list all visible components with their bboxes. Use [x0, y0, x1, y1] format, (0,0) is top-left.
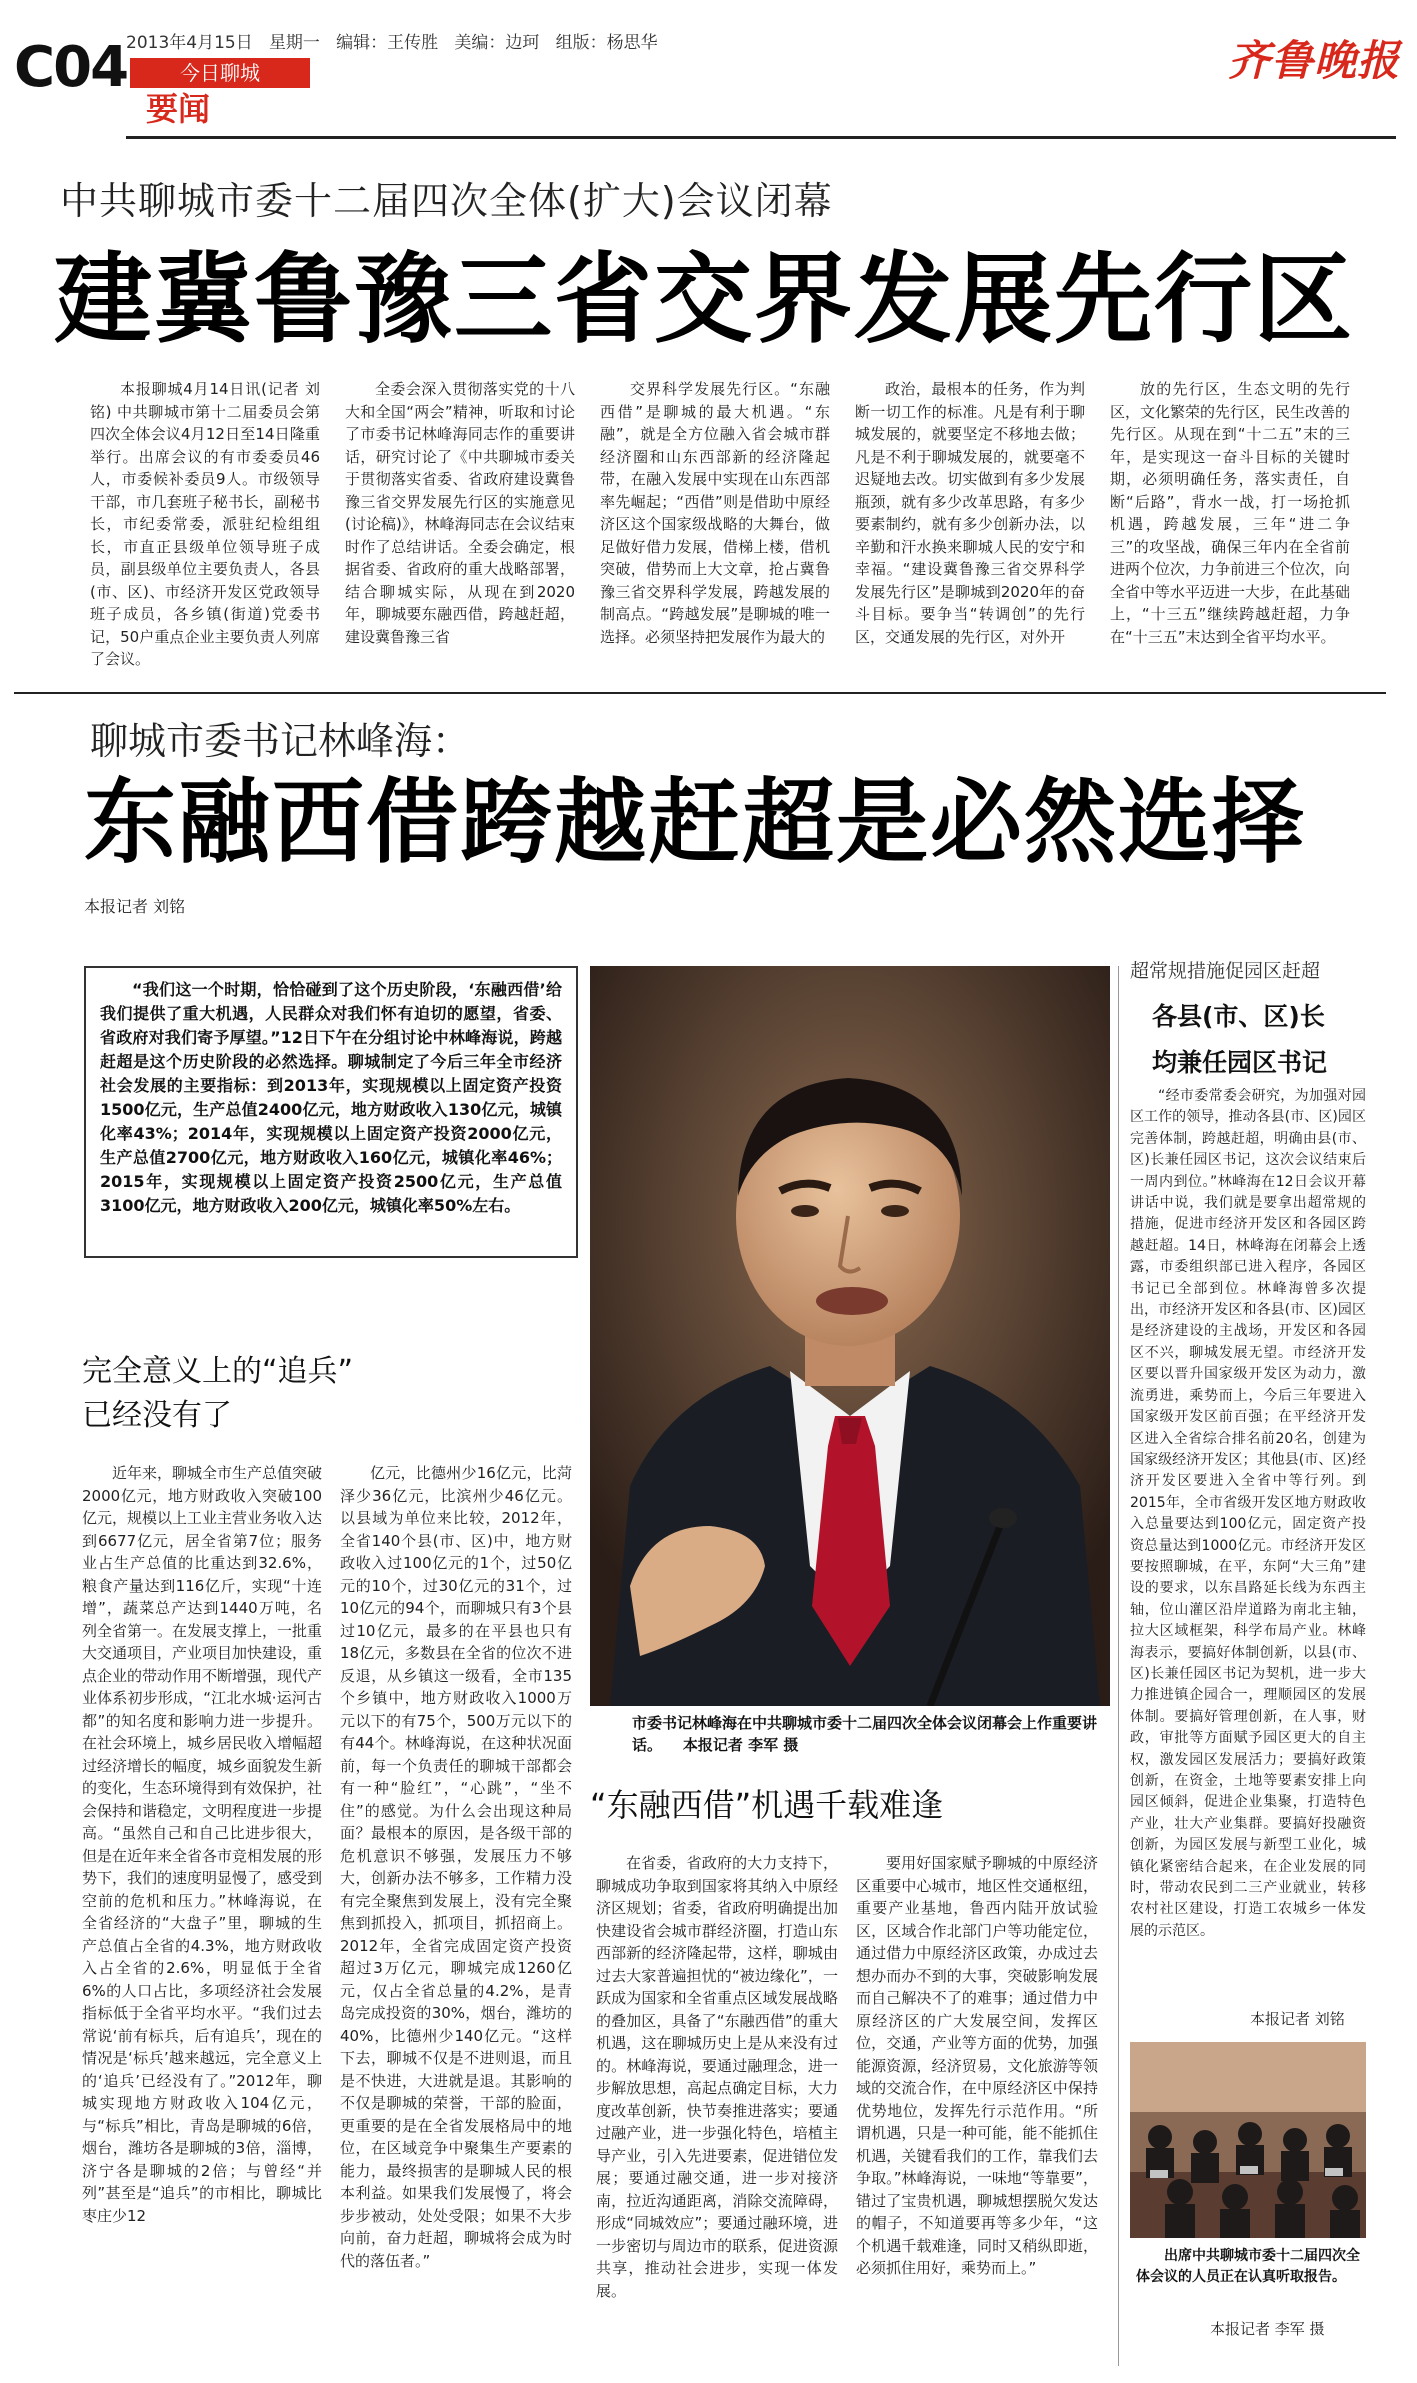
- sidebar-title-line1: 各县(市、区)长: [1152, 1002, 1325, 1031]
- designer: 美编：边珂: [454, 33, 540, 53]
- story2-paragraph: 在省委，省政府的大力支持下，聊城成功争取到国家将其纳入中原经济区规划；省委，省政府明确提出加快建设省会城市群经济圈，打造山东西部新的经济隆起带，这样，聊城由过去大家普遍担忧的“被边缘化”，一跃成为国家和全省重点区域发展战略的叠加区，具备了“东融西借”的重大机遇，这在聊城历史上是从来没有过的。林峰海说，要通过融理念，进一步解放思想，高起点确定目标，大力度改革创新，快节奏推进落实；要通过融产业，进一步强化特色，培植主导产业，引入先进要素，促进错位发展；要通过融交通，进一步对接济南，拉近沟通距离，消除交流障碍，形成“同城效应”；要通过融环境，进一步密切与周边市的联系，促进资源共享，推动社会进步，实现一体发展。: [596, 1854, 838, 2300]
- sidebar-title: [1152, 994, 1327, 1086]
- meeting-photo-illustration: [1130, 2042, 1366, 2238]
- masthead-rule: [126, 136, 1396, 139]
- header-meta: [126, 28, 658, 53]
- story2-column-3: [596, 1852, 838, 2372]
- date-line: 2013年4月15日: [126, 33, 253, 53]
- sidebar-body: [1130, 1086, 1366, 2000]
- photo-credit: 本报记者 李军 摄: [682, 1736, 799, 1754]
- section-name: 要闻: [146, 90, 211, 128]
- subhead-chasers-line1: 完全意义上的“追兵”: [82, 1354, 354, 1389]
- story2-column-1: [82, 1462, 322, 2372]
- meeting-photo-caption: [1136, 2246, 1364, 2288]
- weekday: 星期一: [268, 33, 320, 53]
- newspaper-logo: 齐鲁晚报: [1228, 36, 1401, 85]
- story1-paragraph: 放的先行区，生态文明的先行区，文化繁荣的先行区，民生改善的先行区。从现在到“十二五”末的三年，是实现这一奋斗目标的关键时期，必须明确任务，落实责任，自断“后路”，背水一战，打一场抢抓机遇，跨越发展，三年“进二争三”的攻坚战，确保三年内在全省前进两个位次，力争前进三个位次，向全省中等水平迈进一大步，在此基础上，“十三五”继续跨越赶超，力争在“十三五”末达到全省平均水平。: [1110, 380, 1350, 646]
- story2-headline: 东融西借跨越赶超是必然选择: [84, 769, 1307, 876]
- meeting-photo: [1130, 2042, 1366, 2238]
- section-tag: 今日聊城: [130, 58, 310, 88]
- layout-editor: 组版：杨思华: [555, 33, 658, 53]
- meeting-caption-text: 出席中共聊城市委十二届四次全体会议的人员正在认真听取报告。: [1136, 2248, 1360, 2285]
- sidebar-paragraph: “经市委常委会研究，为加强对园区工作的领导，推动各县(市、区)园区完善体制，跨越赶超，明确由县(市、区)长兼任园区书记，这次会议结束后一周内到位。”林峰海在12日会议开幕讲话中说，我们就是要拿出超常规的措施，促进市经济开发区和各园区跨越赶超。14日，林峰海在闭幕会上透露，市委组织部已进入程序，各园区书记已全部到位。林峰海曾多次提出，市经济开发区和各县(市、区)园区是经济建设的主战场，开发区和各园区不兴，聊城发展无望。市经济开发区要以晋升国家级开发区为动力，激流勇进，乘势而上，今后三年要进入国家级开发区前百强；在平经济开发区进入全省综合排名前20名，创建为国家级经济开发区；其他县(市、区)经济开发区要进入全省中等行列。到2015年，全市省级开发区地方财政收入总量要达到100亿元，固定资产投资总量达到1000亿元。市经济开发区要按照聊城，在平，东阿“大三角”建设的要求，以东昌路延长线为东西主轴，位山灌区沿岸道路为南北主轴，拉大区域框架，科学布局产业。林峰海表示，要搞好体制创新，以县(市、区)长兼任园区书记为契机，进一步大力推进镇企园合一，理顺园区的发展体制。要搞好管理创新，在人事，财政，审批等方面赋予园区更大的自主权，激发园区发展活力；要搞好政策创新，在资金，土地等要素安排上向园区倾斜，促进企业集聚，打造特色产业，壮大产业集群。要搞好投融资创新，为园区发展与新型工业化，城镇化紧密结合起来，在企业发展的同时，带动农民到二三产业就业，转移农村社区建设，打造工农城乡一体发展的示范区。: [1130, 1088, 1366, 1939]
- story2-kicker: 聊城市委书记林峰海：: [90, 719, 471, 763]
- lead-box: [84, 966, 578, 1258]
- editor: 编辑：王传胜: [336, 33, 439, 53]
- story2-paragraph: 近年来，聊城全市生产总值突破2000亿元，地方财政收入突破100亿元，规模以上工业主营业务收入达到6677亿元，居全省第7位；服务业占生产总值的比重达到32.6%，粮食产量达到116亿斤，实现“十连增”，蔬菜总产达到1440万吨，名列全省第一。在发展支撑上，一批重大交通项目，产业项目加快建设，重点企业的带动作用不断增强，现代产业体系初步形成，“江北水城·运河古都”的知名度和影响力进一步提升。在社会环境上，城乡居民收入增幅超过经济增长的幅度，城乡面貌发生新的变化，生态环境得到有效保护，社会保持和谐稳定，文明程度进一步提高。“虽然自己和自己比进步很大，但是在近年来全省各市竞相发展的形势下，我们的速度明显慢了，感受到空前的危机和压力。”林峰海说，在全省经济的“大盘子”里，聊城的生产总值占全省的4.3%，地方财政收入占全省的2.6%，明显低于全省6%的人口占比，多项经济社会发展指标低于全省平均水平。“我们过去常说‘前有标兵，后有追兵’，现在的情况是‘标兵’越来越远，完全意义上的‘追兵’已经没有了。”2012年，聊城实现地方财政收入104亿元，与“标兵”相比，青岛是聊城的6倍，烟台，潍坊各是聊城的3倍，淄博，济宁各是聊城的2倍；与曾经“并列”甚至是“追兵”的市相比，聊城比枣庄少12: [82, 1464, 322, 2225]
- subhead-chasers-line2: 已经没有了: [82, 1398, 232, 1433]
- story1-paragraph: 全委会深入贯彻落实党的十八大和全国“两会”精神，听取和讨论了市委书记林峰海同志作的重要讲话，研究讨论了《中共聊城市委关于贯彻落实省委、省政府建设冀鲁豫三省交界发展先行区的实施意见(讨论稿)》，林峰海同志在会议结束时作了总结讲话。全委会确定，根据省委、省政府的重大战略部署，结合聊城实际，从现在到2020年，聊城要东融西借，跨越赶超，建设冀鲁豫三省: [345, 380, 575, 646]
- story2-paragraph: 亿元，比德州少16亿元，比菏泽少36亿元，比滨州少46亿元。以县域为单位来比较，2012年，全省140个县(市、区)中，地方财政收入过100亿元的1个，过50亿元的10个，过30亿元的31个，过10亿元的94个，而聊城只有3个县过10亿元，最多的在平县也只有18亿元，多数县在全省的位次不进反退，从乡镇这一级看，全市135个乡镇中，地方财政收入1000万元以下的有75个，500万元以下的有44个。林峰海说，在这种状况面前，每一个负责任的聊城干部都会有一种“脸红”，“心跳”，“坐不住”的感觉。为什么会出现这种局面？最根本的原因，是各级干部的危机意识不够强，发展压力不够大，创新办法不够多，工作精力没有完全聚焦到发展上，没有完全聚焦到抓投入，抓项目，抓招商上。2012年，全省完成固定资产投资超过3万亿元，聊城完成1260亿元，仅占全省总量的4.2%，是青岛完成投资的30%，烟台，潍坊的40%，比德州少140亿元。“这样下去，聊城不仅是不进则退，而且是不快进，大进就是退。其影响的不仅是聊城的荣誉，干部的脸面，更重要的是在全省发展格局中的地位，在区域竞争中聚集生产要素的能力，最终损害的是聊城人民的根本利益。如果我们发展慢了，将会步步被动，处处受限；如果不大步向前，奋力赶超，聊城将会成为时代的落伍者。”: [340, 1464, 572, 2270]
- story1-column-2: [345, 378, 575, 680]
- story1-column-1: [90, 378, 320, 680]
- story-divider: [14, 692, 1386, 694]
- story2-column-2: [340, 1462, 572, 2372]
- speaker-photo: [590, 966, 1110, 1706]
- story1-paragraph: 本报聊城4月14日讯(记者 刘铭) 中共聊城市第十二届委员会第四次全体会议4月12日至14日隆重举行。出席会议的有市委委员46人，市委候补委员9人。市级领导干部，市几套班子秘书长，副秘书长，市纪委常委，派驻纪检组组长，市直正县级单位领导班子成员，副县级单位主要负责人，各县(市、区)、市经济开发区党政领导班子成员，各乡镇(街道)党委书记，50户重点企业主要负责人列席了会议。: [90, 380, 320, 668]
- story2-column-4: [856, 1852, 1098, 2372]
- story1-column-3: [600, 378, 830, 680]
- story1-kicker: 中共聊城市委十二届四次全体(扩大)会议闭幕: [60, 179, 833, 223]
- story1-paragraph: 政治，最根本的任务，作为判断一切工作的标准。凡是有利于聊城发展的，就要坚定不移地去做；凡是不利于聊城发展的，就要毫不迟疑地去改。切实做到有多少发展瓶颈，就有多少改革思路，有多少要素制约，就有多少创新办法，以辛勤和汗水换来聊城人民的安宁和幸福。“建设冀鲁豫三省交界科学发展先行区”是聊城到2020年的奋斗目标。要争当“转调创”的先行区，交通发展的先行区，对外开: [855, 380, 1085, 646]
- story1-headline: 建冀鲁豫三省交界发展先行区: [54, 243, 1355, 357]
- story2-byline: 本报记者 刘铭: [84, 897, 186, 916]
- sidebar-byline: 本报记者 刘铭: [1250, 2010, 1345, 2028]
- lead-box-text: “我们这一个时期，恰恰碰到了这个历史阶段，‘东融西借’给我们提供了重大机遇，人民群众对我们怀有迫切的愿望，省委、省政府对我们寄予厚望。”12日下午在分组讨论中林峰海说，跨越赶超是这个历史阶段的必然选择。聊城制定了今后三年全市经济社会发展的主要指标：到2013年，实现规模以上固定资产投资1500亿元，生产总值2400亿元，地方财政收入130亿元，城镇化率43%；2014年，实现规模以上固定资产投资2000亿元，生产总值2700亿元，地方财政收入160亿元，城镇化率46%；2015年，实现规模以上固定资产投资2500亿元，生产总值3100亿元，地方财政收入200亿元，城镇化率50%左右。: [100, 980, 562, 1215]
- photo-caption-text: 市委书记林峰海在中共聊城市委十二届四次全体会议闭幕会上作重要讲话。: [632, 1714, 1098, 1754]
- photo-caption: [632, 1712, 1102, 1756]
- subhead-opportunity: “东融西借”机遇千载难逢: [590, 1786, 944, 1824]
- page-code: C04: [14, 35, 128, 100]
- sidebar-divider: [1118, 966, 1119, 2366]
- story1-column-4: [855, 378, 1085, 680]
- sidebar-kicker: 超常规措施促园区赶超: [1130, 960, 1321, 982]
- story1-paragraph: 交界科学发展先行区。“东融西借”是聊城的最大机遇。“东融”，就是全方位融入省会城市群经济圈和山东西部新的经济隆起带，在融入发展中实现在山东西部率先崛起；“西借”则是借助中原经济区这个国家级战略的大舞台，做足做好借力发展，借梯上楼，借机突破，借势而上大文章，抢占冀鲁豫三省交界科学发展，跨越发展的制高点。“跨越发展”是聊城的唯一选择。必须坚持把发展作为最大的: [600, 380, 830, 646]
- story1-column-5: [1110, 378, 1350, 680]
- sidebar-title-line2: 均兼任园区书记: [1152, 1048, 1328, 1077]
- meeting-photo-credit: 本报记者 李军 摄: [1210, 2320, 1325, 2338]
- story2-paragraph: 要用好国家赋予聊城的中原经济区重要中心城市，地区性交通枢纽，重要产业基地，鲁西内陆开放试验区，区域合作北部门户等功能定位，通过借力中原经济区政策，办成过去想办而办不到的大事，突破影响发展而自己解决不了的难事；通过借力中原经济区的广大发展空间，发挥区位，交通，产业等方面的优势，加强能源资源，经济贸易，文化旅游等领域的交流合作，在中原经济区中保持优势地位，发挥先行示范作用。“所谓机遇，只是一种可能，能不能抓住机遇，关键看我们的工作，靠我们去争取。”林峰海说，一味地“等靠要”，错过了宝贵机遇，聊城想摆脱欠发达的帽子，不知道要再等多少年，“这个机遇千载难逢，同时又稍纵即逝，必须抓住用好，乘势而上。”: [856, 1854, 1098, 2277]
- speaker-photo-illustration: [590, 966, 1110, 1706]
- subhead-chasers: [82, 1350, 353, 1438]
